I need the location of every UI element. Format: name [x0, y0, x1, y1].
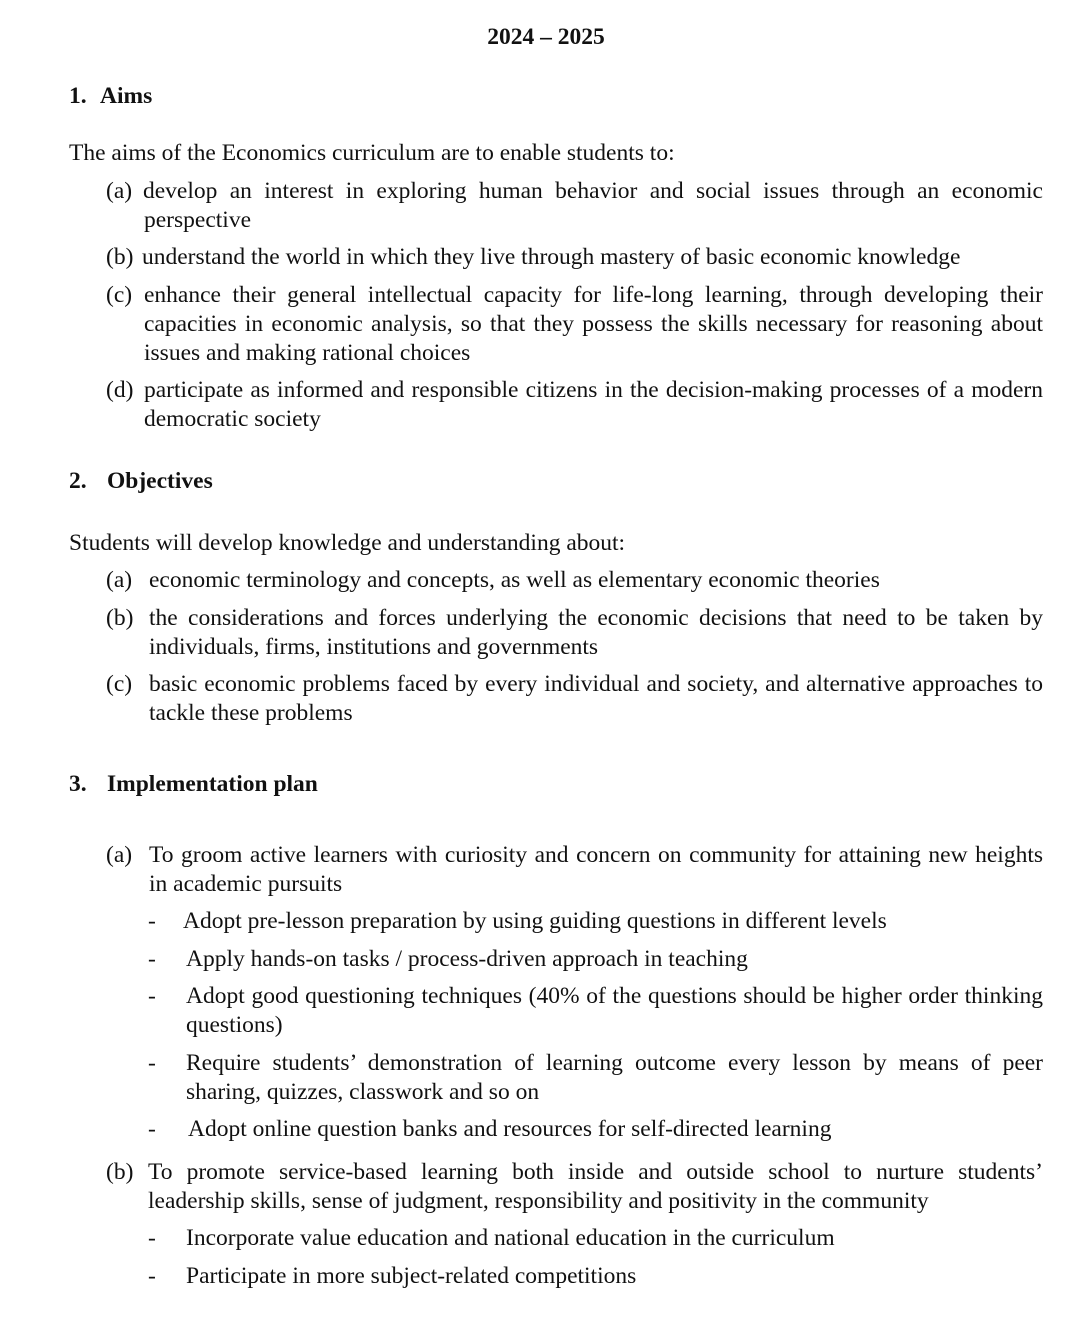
- item-text: understand the world in which they live through mastery of basic economic knowledge: [142, 244, 961, 270]
- aims-item-a: [106, 177, 1043, 235]
- bullet-dash: -: [148, 1116, 156, 1142]
- item-text: economic terminology and concepts, as well as elementary economic theories: [149, 567, 880, 593]
- implementation-a-bullet-3: [148, 982, 1043, 1040]
- implementation-a-bullet-5: [148, 1115, 1043, 1144]
- section-heading-objectives: [69, 467, 213, 496]
- item-text: basic economic problems faced by every individual and society, and alternative approaches to tackle these problems: [149, 671, 1043, 726]
- document-year-title: 2024 – 2025: [487, 24, 605, 50]
- implementation-a-bullet-2: [148, 945, 1043, 974]
- item-text: enhance their general intellectual capacity for life-long learning, through developing their capacities in economic analysis, so that they possess the skills necessary for reasoning about issues and making rational choices: [144, 282, 1043, 366]
- aims-item-c: [106, 281, 1043, 368]
- bullet-text: Adopt pre-lesson preparation by using guiding questions in different levels: [183, 908, 887, 934]
- item-tag: (b): [106, 244, 134, 270]
- section-heading-implementation: [69, 770, 318, 799]
- aims-intro: The aims of the Economics curriculum are to enable students to:: [69, 140, 675, 166]
- bullet-text: Adopt good questioning techniques (40% of the questions should be higher order thinking questions): [186, 983, 1043, 1038]
- aims-item-d: [106, 376, 1043, 434]
- section-title: Objectives: [107, 468, 213, 494]
- item-text: develop an interest in exploring human behavior and social issues through an economic perspective: [143, 178, 1043, 233]
- bullet-text: Apply hands-on tasks / process-driven approach in teaching: [186, 946, 748, 972]
- implementation-item-a: [106, 841, 1043, 899]
- item-text: the considerations and forces underlying the economic decisions that need to be taken by individuals, firms, institutions and governments: [149, 605, 1043, 660]
- item-text: To promote service-based learning both inside and outside school to nurture students’ leadership skills, sense of judgment, responsibility and positivity in the community: [148, 1159, 1043, 1214]
- item-text: To groom active learners with curiosity and concern on community for attaining new heights in academic pursuits: [149, 842, 1043, 897]
- implementation-b-bullet-2: [148, 1262, 1043, 1291]
- objectives-intro: Students will develop knowledge and understanding about:: [69, 530, 626, 556]
- objectives-item-b: [106, 604, 1043, 662]
- section-number: 3.: [69, 771, 87, 797]
- implementation-a-bullet-1: [148, 907, 1043, 936]
- implementation-a-bullet-4: [148, 1049, 1043, 1107]
- objectives-item-c: [106, 670, 1043, 728]
- item-tag: (b): [106, 1159, 134, 1185]
- bullet-dash: -: [148, 1225, 156, 1251]
- aims-item-b: [106, 243, 1043, 272]
- bullet-dash: -: [148, 908, 156, 934]
- bullet-text: Participate in more subject-related competitions: [186, 1263, 637, 1289]
- objectives-item-a: [106, 566, 1043, 595]
- item-tag: (a): [106, 567, 133, 593]
- bullet-text: Require students’ demonstration of learning outcome every lesson by means of peer sharing, quizzes, classwork and so on: [186, 1050, 1043, 1105]
- bullet-dash: -: [148, 983, 156, 1009]
- item-text: participate as informed and responsible citizens in the decision-making processes of a modern democratic society: [144, 377, 1043, 432]
- section-heading-aims: [69, 82, 152, 111]
- bullet-dash: -: [148, 1050, 156, 1076]
- bullet-text: Adopt online question banks and resources for self-directed learning: [188, 1116, 832, 1142]
- implementation-item-b: [106, 1158, 1043, 1216]
- section-number: 1.: [69, 83, 87, 109]
- implementation-b-bullet-1: [148, 1224, 1043, 1253]
- bullet-dash: -: [148, 946, 156, 972]
- item-tag: (a): [106, 842, 133, 868]
- item-tag: (b): [106, 605, 134, 631]
- bullet-dash: -: [148, 1263, 156, 1289]
- item-tag: (c): [106, 282, 133, 308]
- bullet-text: Incorporate value education and national education in the curriculum: [186, 1225, 835, 1251]
- section-number: 2.: [69, 468, 87, 494]
- item-tag: (d): [106, 377, 134, 403]
- item-tag: (c): [106, 671, 133, 697]
- item-tag: (a): [106, 178, 133, 204]
- section-title: Implementation plan: [107, 771, 318, 797]
- section-title: Aims: [100, 83, 153, 109]
